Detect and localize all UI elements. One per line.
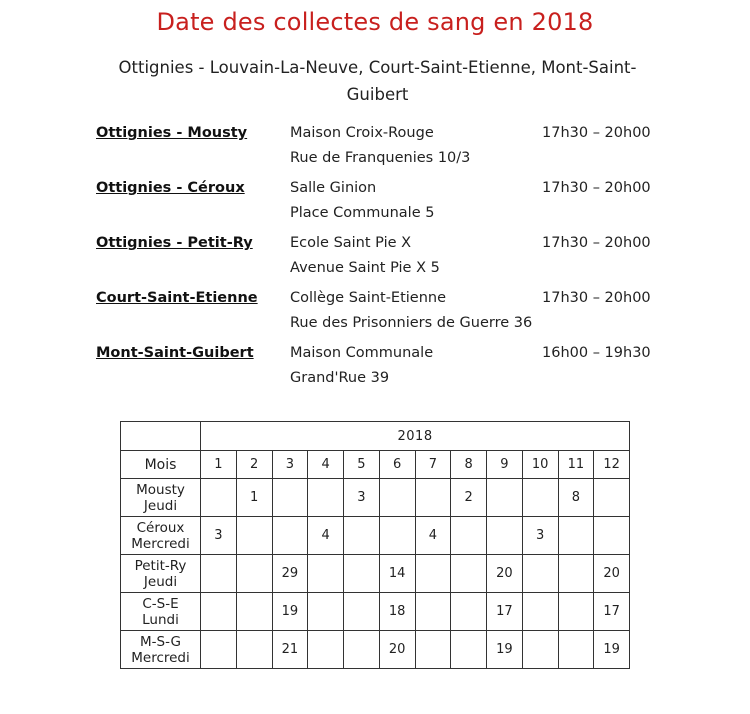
table-corner-cell [121,422,201,451]
location-name: Court-Saint-Etienne [96,290,258,306]
table-cell [415,593,451,631]
location-address: Avenue Saint Pie X 5 [290,260,440,276]
month-header: 2 [236,451,272,479]
table-row [121,555,630,593]
table-cell [451,555,487,593]
table-cell [308,555,344,593]
table-cell: 20 [379,631,415,669]
table-cell: 19 [487,631,523,669]
row-label-day: Mercredi [131,649,190,666]
row-label-place: Céroux [136,519,185,536]
table-cell: 2 [451,479,487,517]
table-cell [344,593,380,631]
month-header: 4 [308,451,344,479]
table-header-row [121,451,630,479]
location-place: Salle Ginion [290,180,377,196]
table-cell: 14 [379,555,415,593]
month-header: 12 [594,451,630,479]
table-cell [487,517,523,555]
table-cell: 3 [344,479,380,517]
table-cell [201,479,237,517]
location-address: Grand'Rue 39 [290,370,390,386]
location-entry [96,176,750,226]
table-cell [272,517,308,555]
row-label-place: Petit-Ry [134,557,187,574]
location-name: Ottignies - Mousty [96,125,248,141]
table-cell [558,555,594,593]
month-header: 7 [415,451,451,479]
location-place: Maison Croix-Rouge [290,125,434,141]
row-label [121,631,201,669]
table-cell [522,593,558,631]
table-cell [487,479,523,517]
table-cell [236,631,272,669]
table-cell [308,631,344,669]
table-year: 2018 [201,422,630,451]
table-cell [344,555,380,593]
table-cell: 17 [594,593,630,631]
table-cell [379,517,415,555]
row-label-day: Mercredi [131,535,190,552]
table-cell [415,479,451,517]
page-title: Date des collectes de sang en 2018 [156,8,594,36]
table-cell [522,479,558,517]
location-entry [96,341,750,391]
table-year-row [121,422,630,451]
table-cell: 18 [379,593,415,631]
table-cell [594,479,630,517]
location-entry [96,231,750,281]
table-cell [272,479,308,517]
table-cell [558,517,594,555]
table-cell [522,555,558,593]
table-cell [236,517,272,555]
table-cell [522,631,558,669]
table-row [121,479,630,517]
month-header: 10 [522,451,558,479]
table-cell: 19 [594,631,630,669]
location-hours: 16h00 – 19h30 [542,345,651,361]
month-header: 5 [344,451,380,479]
month-header: 8 [451,451,487,479]
row-label-day: Jeudi [143,573,178,590]
location-name: Ottignies - Petit-Ry [96,235,253,251]
table-mois-header: Mois [121,451,201,479]
table-cell: 19 [272,593,308,631]
location-name: Ottignies - Céroux [96,180,245,196]
location-name: Mont-Saint-Guibert [96,345,254,361]
row-label-day: Jeudi [143,497,178,514]
table-cell [344,631,380,669]
location-address: Rue des Prisonniers de Guerre 36 [290,315,533,331]
table-row [121,517,630,555]
table-cell [451,517,487,555]
table-cell: 4 [415,517,451,555]
row-label-place: M-S-G [140,633,181,650]
location-hours: 17h30 – 20h00 [542,180,651,196]
location-address: Place Communale 5 [290,205,435,221]
table-cell: 8 [558,479,594,517]
location-address: Rue de Franquenies 10/3 [290,150,471,166]
table-cell: 3 [201,517,237,555]
table-cell [379,479,415,517]
location-hours: 17h30 – 20h00 [542,235,651,251]
table-cell: 20 [594,555,630,593]
table-cell [415,555,451,593]
location-entry [96,286,750,336]
location-entry [96,121,750,171]
location-hours: 17h30 – 20h00 [542,125,651,141]
location-place: Collège Saint-Etienne [290,290,447,306]
table-cell: 20 [487,555,523,593]
table-cell [201,631,237,669]
row-label [121,517,201,555]
table-cell [415,631,451,669]
location-hours: 17h30 – 20h00 [542,290,651,306]
month-header: 11 [558,451,594,479]
month-header: 9 [487,451,523,479]
row-label-place: Mousty [136,481,185,498]
table-cell [236,555,272,593]
row-label-place: C-S-E [142,595,179,612]
table-row [121,593,630,631]
table-cell [236,593,272,631]
table-cell: 3 [522,517,558,555]
table-cell [201,593,237,631]
table-cell [558,631,594,669]
row-label-day: Lundi [142,611,179,628]
table-cell [308,479,344,517]
row-label [121,479,201,517]
location-place: Maison Communale [290,345,434,361]
table-cell [308,593,344,631]
table-cell: 1 [236,479,272,517]
table-cell [451,593,487,631]
table-cell: 21 [272,631,308,669]
location-place: Ecole Saint Pie X [290,235,412,251]
table-cell [201,555,237,593]
table-cell: 17 [487,593,523,631]
month-header: 6 [379,451,415,479]
month-header: 1 [201,451,237,479]
table-cell [594,517,630,555]
row-label [121,593,201,631]
table-row [121,631,630,669]
month-header: 3 [272,451,308,479]
table-cell: 4 [308,517,344,555]
row-label [121,555,201,593]
schedule-table [120,421,630,669]
page-subtitle: Ottignies - Louvain-La-Neuve, Court-Saint-Etienne, Mont-Saint-Guibert [118,58,637,104]
table-cell [451,631,487,669]
table-cell: 29 [272,555,308,593]
table-cell [558,593,594,631]
table-cell [344,517,380,555]
